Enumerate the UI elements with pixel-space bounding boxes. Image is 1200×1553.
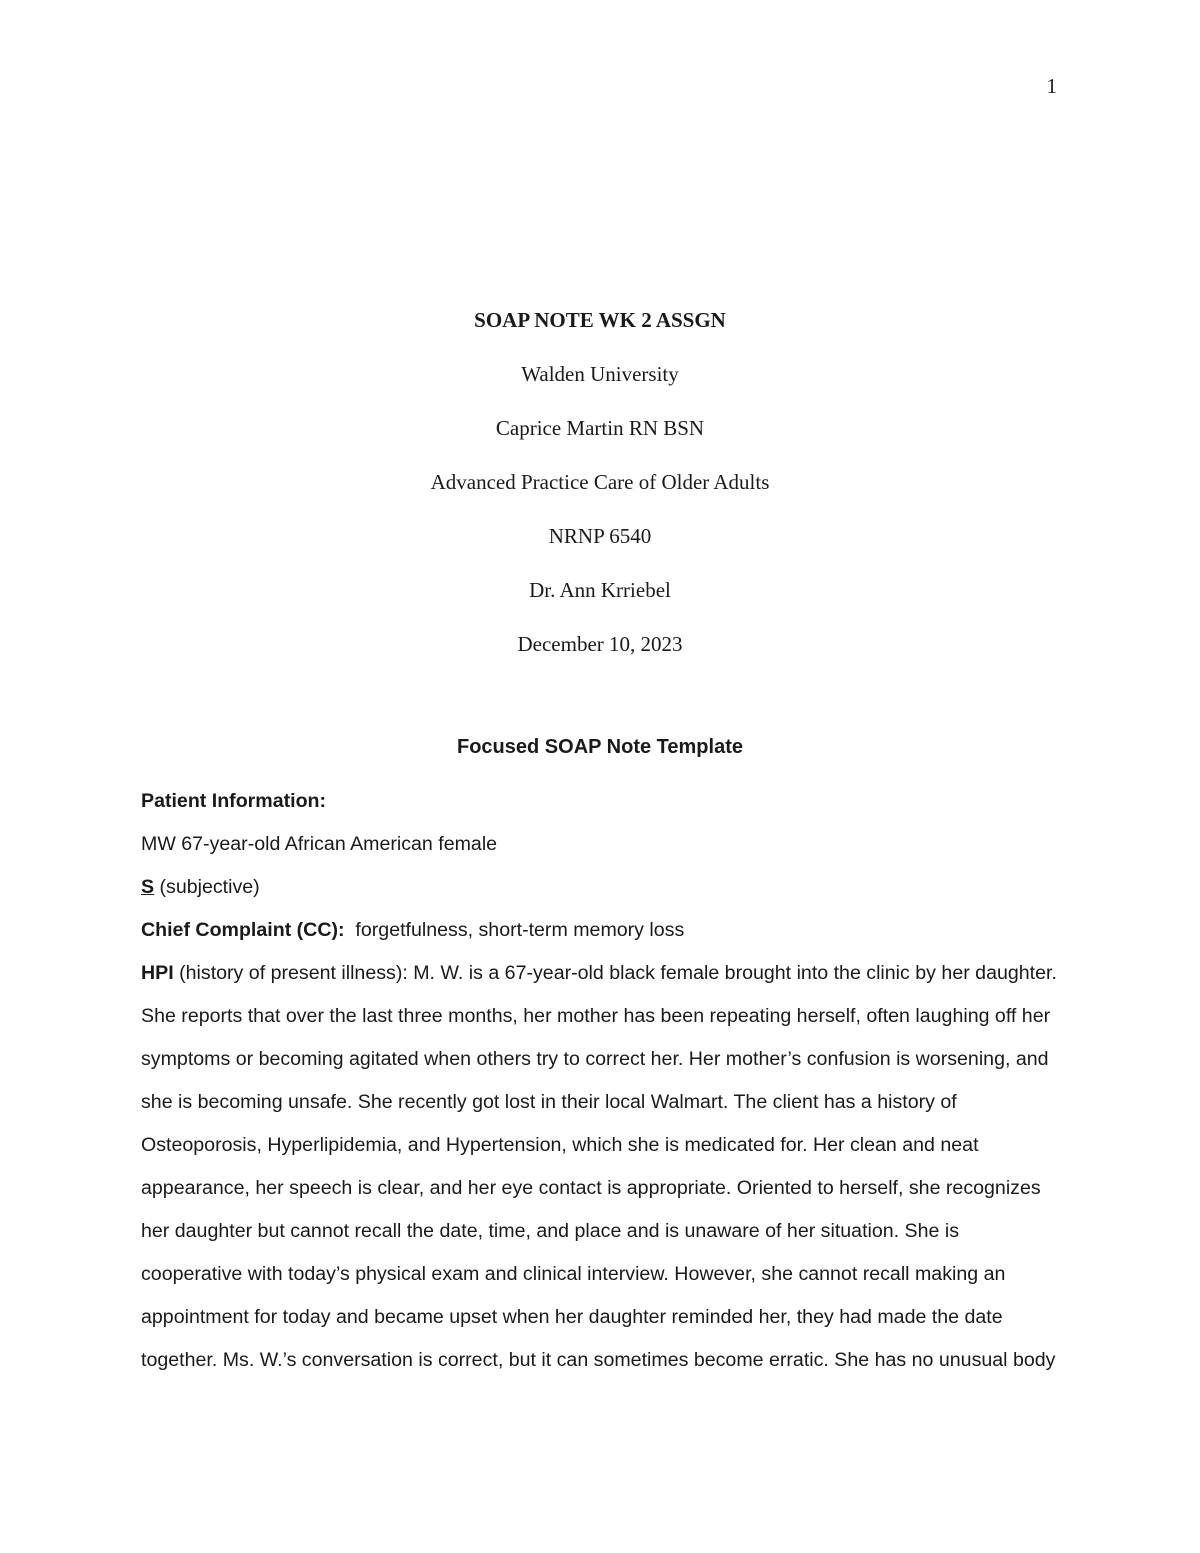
subjective-label: (subjective): [154, 876, 260, 898]
subjective-heading: [141, 866, 1061, 909]
hpi-label: HPI: [141, 962, 174, 984]
patient-info-label: Patient Information:: [141, 790, 327, 812]
chief-complaint-label: Chief Complaint (CC):: [141, 919, 345, 941]
author-name: Caprice Martin RN BSN: [495, 416, 705, 440]
hpi-text: (history of present illness): M. W. is a 67-year-old black female brought into the clinic by her daughter. She reports that over the last three months, her mother has been repeating herself, often laughing off her symptoms or becoming agitated when others try to correct her. Her mother’s confusion is worsening, and she is becoming unsafe. She recently got lost in their local Walmart. The client has a history of Osteoporosis, Hyperlipidemia, and Hypertension, which she is medicated for. Her clean and neat appearance, her speech is clear, and her eye contact is appropriate. Oriented to herself, she recognizes her daughter but cannot recall the date, time, and place and is unaware of her situation. She is cooperative with today’s physical exam and clinical interview. However, she cannot recall making an appointment for today and became upset when her daughter reminded her, they had made the date together. Ms. W.’s conversation is correct, but it can sometimes become erratic. She has no unusual body: [141, 962, 1057, 1371]
chief-complaint-line: [141, 909, 1061, 952]
course-name: Advanced Practice Care of Older Adults: [430, 470, 770, 494]
course-code: NRNP 6540: [548, 524, 652, 548]
submission-date: December 10, 2023: [517, 632, 683, 656]
instructor-name: Dr. Ann Krriebel: [529, 578, 671, 602]
page-number: 1: [1046, 74, 1057, 98]
patient-info-value: MW 67-year-old African American female: [141, 833, 498, 855]
hpi-paragraph: [141, 952, 1061, 1382]
subjective-letter: S: [141, 876, 155, 898]
university-name: Walden University: [521, 362, 679, 386]
chief-complaint-value: forgetfulness, short-term memory loss: [344, 919, 685, 941]
note-body: [141, 780, 1061, 1382]
patient-info-heading: [141, 780, 1061, 823]
title-block: [0, 303, 1200, 681]
template-heading: Focused SOAP Note Template: [457, 736, 743, 758]
patient-info-line: [141, 823, 1061, 866]
document-title: SOAP NOTE WK 2 ASSGN: [474, 308, 726, 332]
